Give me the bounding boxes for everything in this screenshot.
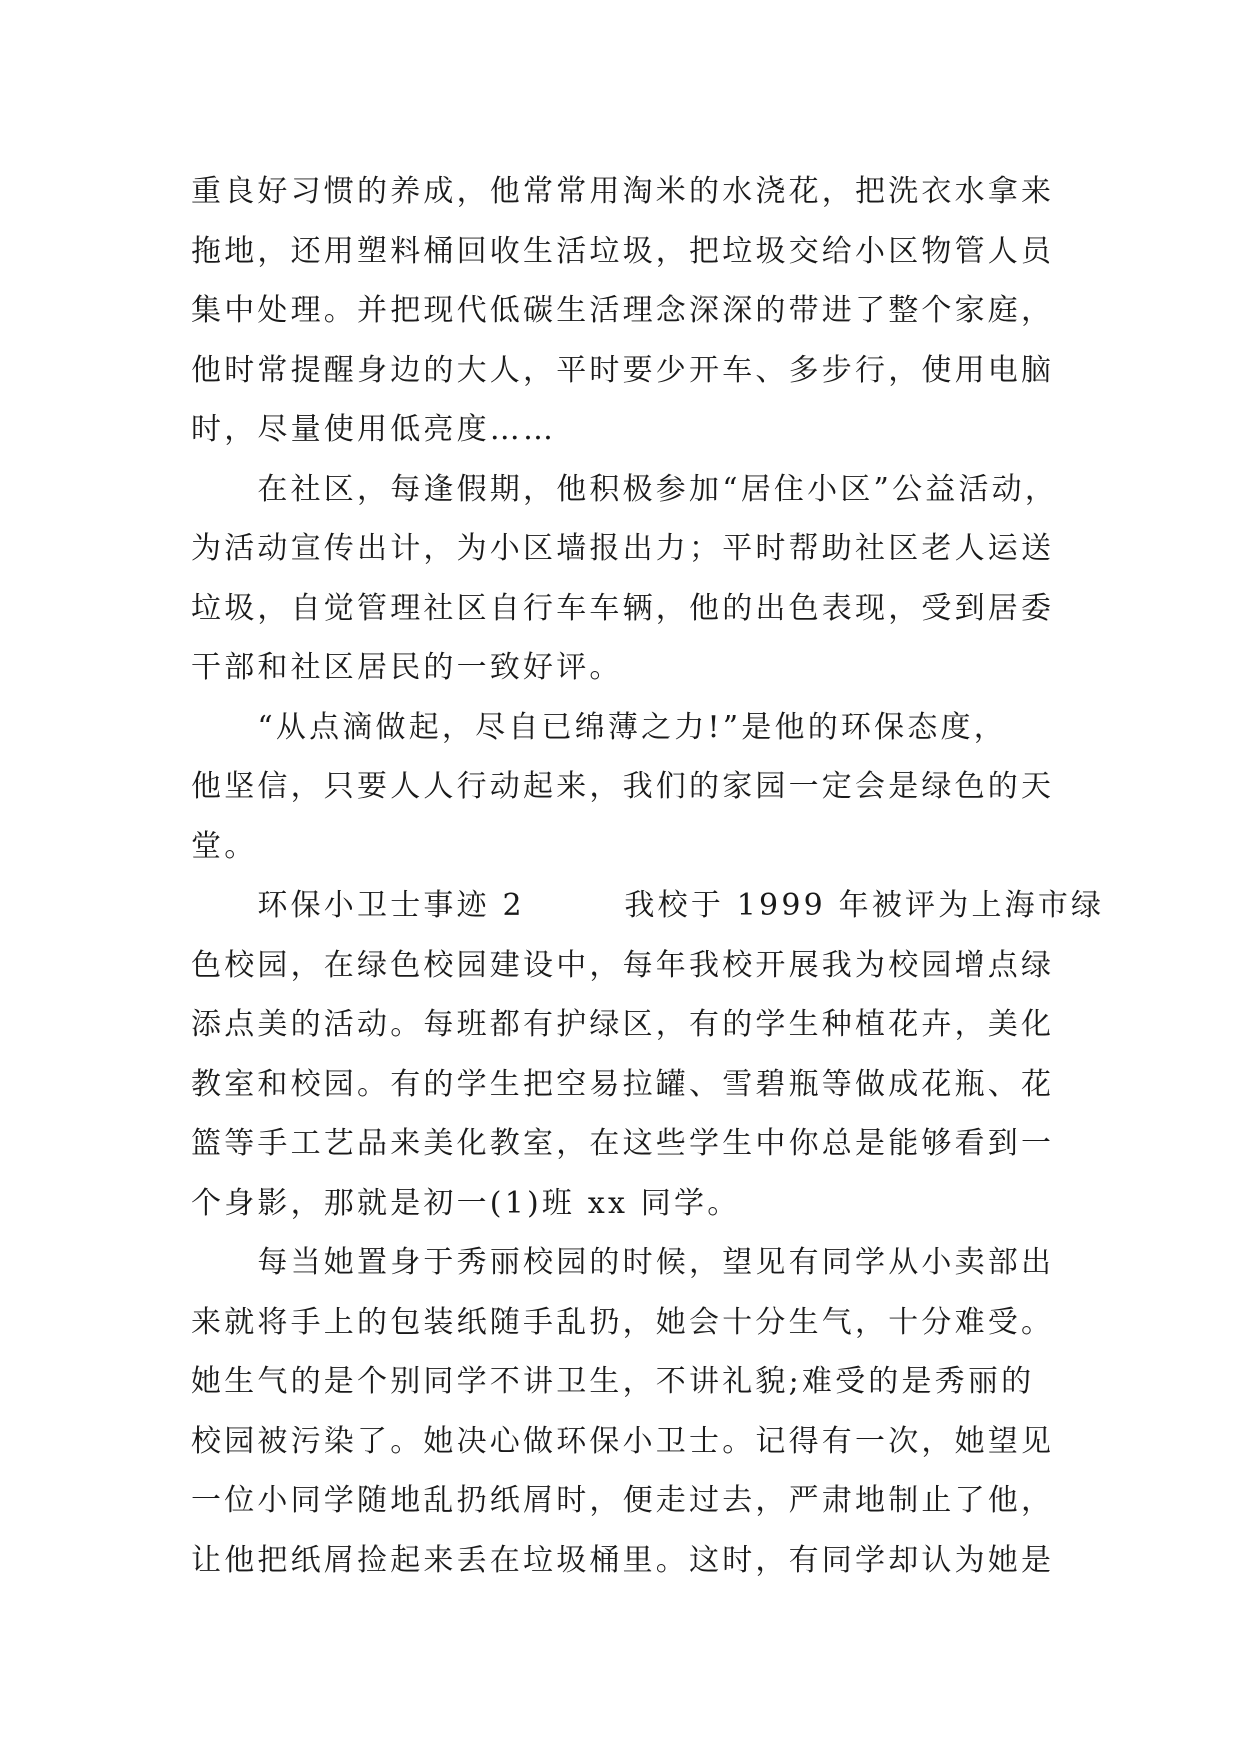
text-line: 堂。 <box>191 828 258 864</box>
text-line: 时，尽量使用低亮度…… <box>191 412 557 447</box>
text-line: 他坚信，只要人人行动起来，我们的家园一定会是绿色的天 <box>191 769 1055 804</box>
text-line: 垃圾，自觉管理社区自行车车辆，他的出色表现，受到居委 <box>191 590 1055 626</box>
text-line: 重良好习惯的养成，他常常用淘米的水浇花，把洗衣水拿来 <box>191 174 1055 209</box>
text-line: 添点美的活动。每班都有护绿区，有的学生种植花卉，美化 <box>191 1007 1055 1042</box>
text-line: “从点滴做起，尽自已绵薄之力!”是他的环保态度， <box>191 709 1007 745</box>
text-line: 为活动宣传出计，为小区墙报出力；平时帮助社区老人运送 <box>191 531 1055 566</box>
text-line: 他时常提醒身边的大人，平时要少开车、多步行，使用电脑 <box>191 352 1055 388</box>
text-line: 干部和社区居民的一致好评。 <box>191 650 623 685</box>
text-line: 拖地，还用塑料桶回收生活垃圾，把垃圾交给小区物管人员 <box>191 233 1055 269</box>
text-line: 色校园，在绿色校园建设中，每年我校开展我为校园增点绿 <box>191 947 1055 983</box>
body-text <box>191 162 1105 1590</box>
text-line: 校园被污染了。她决心做环保小卫士。记得有一次，她望见 <box>191 1423 1055 1459</box>
text-line: 每当她置身于秀丽校园的时候，望见有同学从小卖部出 <box>191 1245 1055 1280</box>
text-line: 她生气的是个别同学不讲卫生，不讲礼貌;难受的是秀丽的 <box>191 1364 1035 1399</box>
text-line: 教室和校园。有的学生把空易拉罐、雪碧瓶等做成花瓶、花 <box>191 1066 1055 1102</box>
text-line: 在社区，每逢假期，他积极参加“居住小区”公益活动， <box>191 471 1059 507</box>
text-line: 来就将手上的包装纸随手乱扔，她会十分生气，十分难受。 <box>191 1304 1055 1340</box>
text-line: 篮等手工艺品来美化教室，在这些学生中你总是能够看到一 <box>191 1126 1055 1161</box>
text-line: 一位小同学随地乱扔纸屑时，便走过去，严肃地制止了他， <box>191 1483 1055 1518</box>
text-line: 环保小卫士事迹 2 我校于 1999 年被评为上海市绿 <box>191 888 1105 923</box>
text-line: 让他把纸屑捡起来丢在垃圾桶里。这时，有同学却认为她是 <box>191 1542 1055 1578</box>
text-line: 集中处理。并把现代低碳生活理念深深的带进了整个家庭， <box>191 293 1055 328</box>
text-line: 个身影，那就是初一(1)班 xx 同学。 <box>191 1185 741 1221</box>
